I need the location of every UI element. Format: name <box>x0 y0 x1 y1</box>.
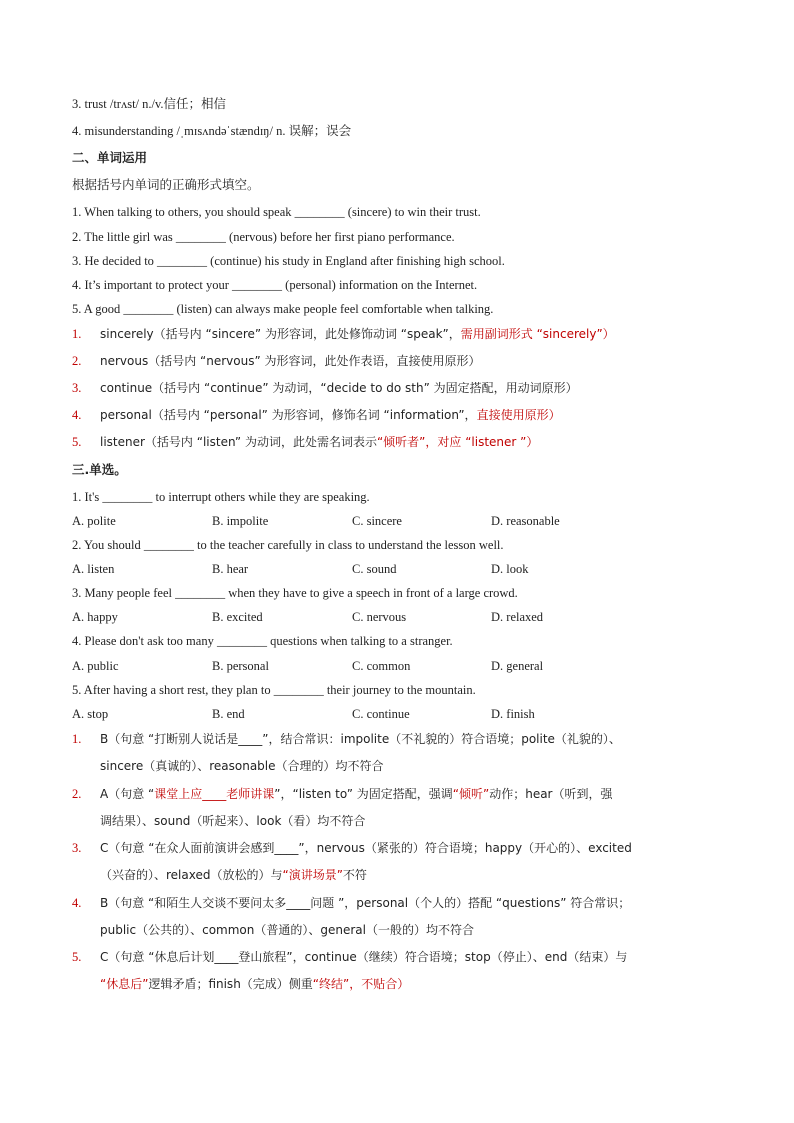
answer-highlight: 直接使用原形） <box>476 408 561 422</box>
fill-answer-1 <box>100 326 615 342</box>
choice-answer-5-line-1 <box>100 949 627 965</box>
answer-highlight: 需用副词形式 “sincerely”） <box>460 327 615 341</box>
answer-text: B（句意 “和陌生人交谈不要问太多____问题 ”，personal（个人的）搭配 “questions” 符合常识； <box>100 896 631 910</box>
choice-question-2: 2. You should ________ to the teacher carefully in class to understand the lesson well. <box>72 538 504 552</box>
fill-answer-3 <box>100 380 578 396</box>
choice-option: A. public <box>72 659 119 673</box>
section-2-title: 二、单词运用 <box>72 150 148 165</box>
choice-option: A. happy <box>72 610 118 624</box>
choice-question-1: 1. It's ________ to interrupt others while they are speaking. <box>72 490 370 504</box>
answer-text: sincerely（括号内 “sincere” 为形容词，此处修饰动词 “speak”， <box>100 327 461 341</box>
section-3-title: 三.单选。 <box>72 462 127 477</box>
choice-option: B. impolite <box>212 514 269 528</box>
answer-text: ”，“listen to” 为固定搭配，强调 <box>274 787 453 801</box>
choice-option: A. listen <box>72 562 115 576</box>
choice-option: B. hear <box>212 562 249 576</box>
answer-highlight: 课堂上应____老师讲课 <box>154 787 275 801</box>
choice-option: C. common <box>352 659 411 673</box>
fill-answer-number: 4. <box>72 408 82 422</box>
fill-question-4: 4. It’s important to protect your ________ (personal) information on the Internet. <box>72 278 478 292</box>
answer-text: 不符 <box>342 868 367 882</box>
choice-option: B. end <box>212 707 245 721</box>
fill-answer-number: 2. <box>72 354 82 368</box>
choice-answer-number: 3. <box>72 841 82 855</box>
choice-option: C. nervous <box>352 610 407 624</box>
choice-option: D. look <box>491 562 529 576</box>
choice-answer-number: 1. <box>72 732 82 746</box>
choice-answer-number: 4. <box>72 896 82 910</box>
answer-text: public（公共的）、common（普通的）、general（一般的）均不符合 <box>100 923 474 937</box>
answer-text: C（句意 “休息后计划____登山旅程”，continue（继续）符合语境；stop（停止）、end（结束）与 <box>100 950 628 964</box>
answer-text: listener（括号内 “listen” 为动词，此处需名词表示 <box>100 435 377 449</box>
section-2-instruction: 根据括号内单词的正确形式填空。 <box>72 177 260 192</box>
choice-answer-1-line-1 <box>100 731 621 747</box>
choice-answer-number: 2. <box>72 787 82 801</box>
choice-option: D. general <box>491 659 544 673</box>
answer-text: 逻辑矛盾；finish（完成）侧重 <box>148 977 313 991</box>
choice-option: B. excited <box>212 610 263 624</box>
answer-highlight: “终结”，不贴合） <box>312 977 410 991</box>
answer-highlight: “倾听” <box>452 787 490 801</box>
fill-answer-number: 1. <box>72 327 82 341</box>
choice-question-3: 3. Many people feel ________ when they have to give a speech in front of a large crowd. <box>72 586 518 600</box>
answer-text: 动作；hear（听到，强 <box>489 787 613 801</box>
choice-option: D. finish <box>491 707 535 721</box>
choice-answer-2-line-1 <box>100 786 613 802</box>
choice-answer-4-line-1 <box>100 895 630 911</box>
fill-answer-2 <box>100 353 481 369</box>
choice-question-5: 5. After having a short rest, they plan to ________ their journey to the mountain. <box>72 683 476 697</box>
choice-option: B. personal <box>212 659 269 673</box>
choice-option: D. reasonable <box>491 514 560 528</box>
choice-option: C. sound <box>352 562 397 576</box>
choice-answer-2-line-2 <box>100 813 365 829</box>
fill-answer-number: 3. <box>72 381 82 395</box>
fill-question-2: 2. The little girl was ________ (nervous) before her first piano performance. <box>72 230 455 244</box>
choice-question-4: 4. Please don't ask too many ________ questions when talking to a stranger. <box>72 634 453 648</box>
vocab-line-4: 4. misunderstanding /ˌmɪsʌndəˈstændɪŋ/ n. 误解；误会 <box>72 124 352 138</box>
choice-answer-number: 5. <box>72 950 82 964</box>
answer-text: C（句意 “在众人面前演讲会感到____”，nervous（紧张的）符合语境；happy（开心的）、excited <box>100 841 632 855</box>
answer-text: continue（括号内 “continue” 为动词，“decide to do sth” 为固定搭配，用动词原形） <box>100 381 578 395</box>
answer-text: nervous（括号内 “nervous” 为形容词，此处作表语，直接使用原形） <box>100 354 481 368</box>
answer-text: sincere（真诚的）、reasonable（合理的）均不符合 <box>100 759 384 773</box>
answer-highlight: “休息后” <box>100 977 149 991</box>
fill-answer-number: 5. <box>72 435 82 449</box>
choice-option: D. relaxed <box>491 610 544 624</box>
choice-answer-5-line-2 <box>100 976 409 992</box>
answer-highlight: “倾听者”，对应 “listener ”） <box>376 435 539 449</box>
choice-answer-3-line-2 <box>100 867 367 883</box>
choice-answer-4-line-2 <box>100 922 474 938</box>
answer-text: B（句意 “打断别人说话是____”，结合常识：impolite（不礼貌的）符合语境；polite（礼貌的）、 <box>100 732 621 746</box>
answer-text: （兴奋的）、relaxed（放松的）与 <box>100 868 283 882</box>
answer-text: personal（括号内 “personal” 为形容词，修饰名词 “information”， <box>100 408 477 422</box>
choice-option: A. stop <box>72 707 109 721</box>
choice-option: A. polite <box>72 514 116 528</box>
fill-answer-4 <box>100 407 561 423</box>
choice-answer-1-line-2 <box>100 758 384 774</box>
fill-question-3: 3. He decided to ________ (continue) his study in England after finishing high school. <box>72 254 505 268</box>
fill-answer-5 <box>100 434 538 450</box>
choice-option: C. sincere <box>352 514 402 528</box>
fill-question-5: 5. A good ________ (listen) can always make people feel comfortable when talking. <box>72 302 494 316</box>
fill-question-1: 1. When talking to others, you should speak ________ (sincere) to win their trust. <box>72 205 481 219</box>
answer-highlight: “演讲场景” <box>282 868 343 882</box>
choice-answer-3-line-1 <box>100 840 632 856</box>
vocab-line-3: 3. trust /trʌst/ n./v.信任；相信 <box>72 97 227 111</box>
choice-option: C. continue <box>352 707 410 721</box>
answer-text: 调结果）、sound（听起来）、look（看）均不符合 <box>100 814 366 828</box>
answer-text: A（句意 “ <box>100 787 155 801</box>
